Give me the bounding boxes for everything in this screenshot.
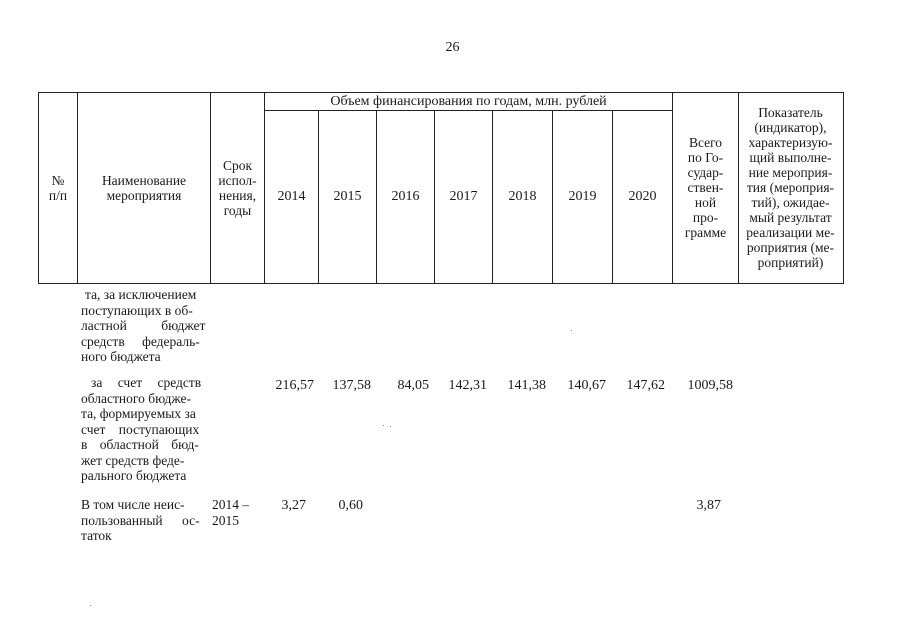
row-value-2014: 3,27 bbox=[281, 498, 306, 513]
row-term-line: 2015 bbox=[212, 513, 239, 528]
row-name-line: та, формируемых за bbox=[81, 406, 196, 421]
row-value-2017: 142,31 bbox=[448, 378, 487, 393]
row-name-line: в областной бюд- bbox=[81, 437, 199, 452]
header-year: 2017 bbox=[449, 189, 478, 204]
scan-speck bbox=[383, 425, 384, 426]
row-term-line: 2014 – bbox=[212, 497, 250, 512]
row-name-line: областного бюдже- bbox=[81, 390, 191, 406]
row-value-total: 3,87 bbox=[696, 498, 721, 513]
row-name-line: поступающих в об- bbox=[81, 302, 193, 318]
row-value-2019: 140,67 bbox=[567, 378, 606, 393]
row-name-line: за счет средств bbox=[91, 375, 202, 390]
row-value-total: 1009,58 bbox=[687, 378, 733, 393]
row-value-2015: 0,60 bbox=[338, 498, 363, 513]
page-number: 26 bbox=[445, 40, 460, 55]
header-year: 2015 bbox=[333, 189, 362, 204]
header-year: 2016 bbox=[391, 189, 420, 204]
header-year: 2014 bbox=[277, 189, 306, 204]
header-year: 2020 bbox=[628, 189, 657, 204]
scan-speck bbox=[571, 330, 572, 331]
row-value-2018: 141,38 bbox=[507, 378, 546, 393]
row-value-2020: 147,62 bbox=[626, 378, 665, 393]
row-name-line: та, за исключением bbox=[85, 287, 197, 302]
row-name-line: средств федераль- bbox=[81, 333, 200, 349]
header-funding-group: Объем финансирования по годам, млн. рублей bbox=[330, 94, 607, 109]
row-value-2014: 216,57 bbox=[275, 378, 314, 393]
row-name-line: ластной бюджет bbox=[81, 318, 206, 333]
header-name: Наименование мероприятия bbox=[101, 172, 187, 203]
header-year: 2018 bbox=[508, 189, 537, 204]
scan-speck bbox=[90, 605, 91, 606]
header-term: Срок испол- нения, годы bbox=[218, 157, 257, 218]
row-value-2016: 84,05 bbox=[397, 378, 429, 393]
scan-speck bbox=[390, 426, 391, 427]
row-name bbox=[81, 497, 210, 544]
row-name-line: жет средств феде- bbox=[81, 452, 185, 468]
row-name-line: таток bbox=[81, 528, 112, 543]
row-name-line: рального бюджета bbox=[81, 468, 187, 483]
row-name-line: пользованный ос- bbox=[81, 512, 200, 528]
header-indicator: Показатель (индикатор), характеризую- щий выполне- ние мероприя- тия (мероприя- тий), ожидае- мый результат реализации ме- роприятия (ме- роприятий) bbox=[746, 105, 835, 270]
row-value-2015: 137,58 bbox=[332, 378, 371, 393]
header-num: № п/п bbox=[48, 172, 68, 203]
row-name bbox=[81, 287, 212, 365]
row-name-line: В том числе неис- bbox=[81, 497, 185, 512]
row-name-line: ного бюджета bbox=[81, 349, 161, 364]
row-name-line: счет поступающих bbox=[81, 421, 200, 437]
row-name bbox=[81, 375, 212, 484]
header-total: Всего по Го- судар- ствен- ной про- грамме bbox=[684, 135, 727, 240]
header-year: 2019 bbox=[568, 189, 597, 204]
